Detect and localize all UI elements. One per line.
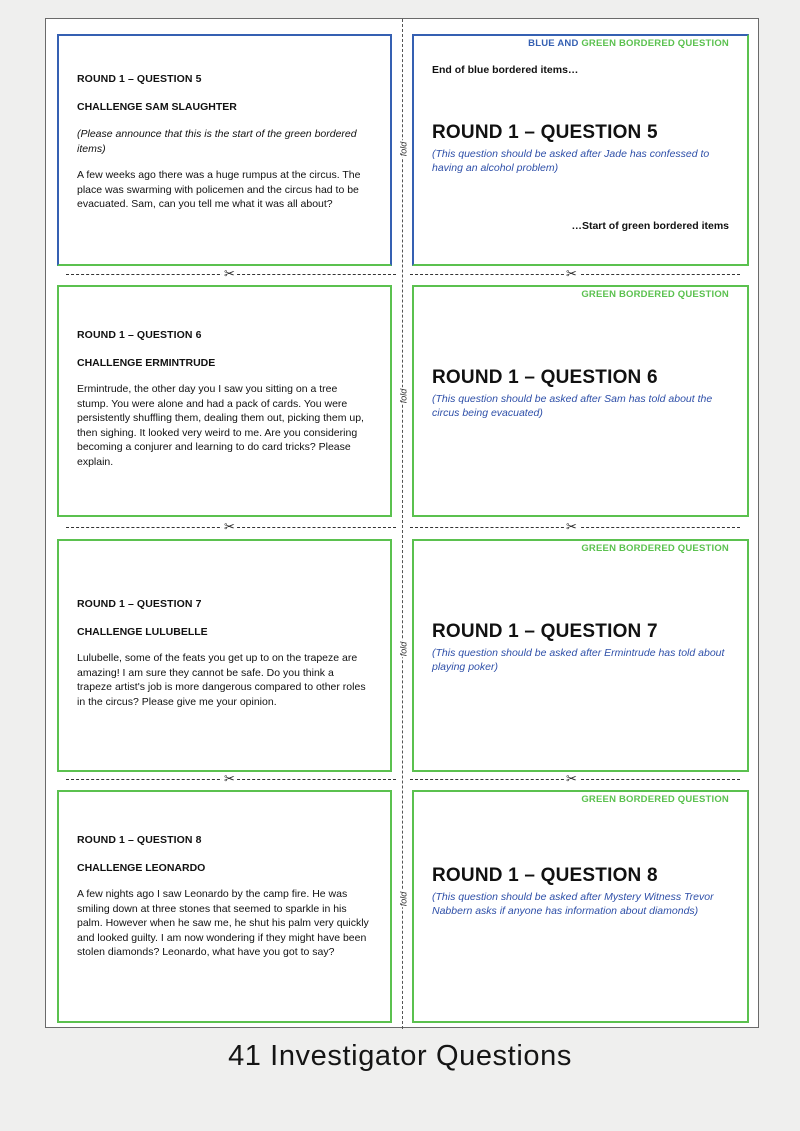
question-card-6 [57, 285, 392, 517]
scissors-icon: ✂ [566, 266, 577, 281]
question-body: Ermintrude, the other day you I saw you sitting on a tree stump. You were alone and had a pack of cards. You were persistently shuffling them, dealing them out, picking them up, then sighing. It looked very weird to me. Are you considering becoming a conjurer and learning to do card tricks? Please explain. [77, 383, 364, 468]
scissors-icon: ✂ [224, 519, 235, 534]
fold-label: fold [398, 141, 409, 157]
card-title: ROUND 1 – QUESTION 6 [432, 367, 658, 388]
question-label: ROUND 1 – QUESTION 7 [77, 598, 202, 610]
instruction-text: (This question should be asked after Mystery Witness Trevor Nabbern asks if anyone has information about diamonds) [432, 891, 714, 917]
start-green-note: …Start of green bordered items [571, 220, 729, 232]
scissors-icon: ✂ [224, 771, 235, 786]
scissors-icon: ✂ [224, 266, 235, 281]
question-card-5 [57, 34, 392, 266]
question-label: ROUND 1 – QUESTION 5 [77, 73, 202, 85]
question-sheet [45, 18, 759, 1028]
challenge-heading: CHALLENGE LULUBELLE [77, 625, 208, 638]
scissors-icon: ✂ [566, 519, 577, 534]
page-caption: 41 Investigator Questions [228, 1040, 572, 1072]
instruction-text: (This question should be asked after Ermintrude has told about playing poker) [432, 647, 725, 673]
border-tag: GREEN BORDERED QUESTION [581, 543, 729, 554]
challenge-heading: CHALLENGE ERMINTRUDE [77, 356, 216, 369]
answer-card-5 [412, 34, 749, 266]
announcement-note: (Please announce that this is the start of the green bordered items) [77, 128, 357, 155]
card-title: ROUND 1 – QUESTION 7 [432, 621, 658, 642]
end-blue-note: End of blue bordered items… [432, 64, 579, 76]
fold-label: fold [398, 641, 409, 657]
question-body: A few weeks ago there was a huge rumpus at the circus. The place was swarming with policemen and the circus had to be evacuated. Sam, can you tell me what it was all about? [77, 169, 361, 210]
question-body: Lulubelle, some of the feats you get up to on the trapeze are amazing! I am sure they cannot be safe. Do you think a trapeze artist's job is more dangerous compared to other roles in the circus? Please give me your opinion. [77, 652, 366, 708]
card-title: ROUND 1 – QUESTION 5 [432, 122, 658, 143]
challenge-heading: CHALLENGE SAM SLAUGHTER [77, 100, 237, 113]
border-tag: GREEN BORDERED QUESTION [581, 794, 729, 805]
fold-line [402, 19, 403, 1029]
card-title: ROUND 1 – QUESTION 8 [432, 865, 658, 886]
challenge-heading: CHALLENGE LEONARDO [77, 861, 206, 874]
answer-card-7 [412, 539, 749, 772]
border-tag: GREEN BORDERED QUESTION [581, 289, 729, 300]
question-body: A few nights ago I saw Leonardo by the camp fire. He was smiling down at three stones that seemed to sparkle in his palm. However when he saw me, he shut his palm very quickly and looked guilty. I am now wondering if they might have been stolen diamonds? Leonardo, what have you got to say? [77, 888, 369, 958]
question-card-8 [57, 790, 392, 1023]
question-label: ROUND 1 – QUESTION 8 [77, 834, 202, 846]
instruction-text: (This question should be asked after Sam has told about the circus being evacuated) [432, 393, 713, 419]
answer-card-8 [412, 790, 749, 1023]
border-tag: BLUE AND GREEN BORDERED QUESTION [528, 38, 729, 49]
answer-card-6 [412, 285, 749, 517]
scissors-icon: ✂ [566, 771, 577, 786]
fold-label: fold [398, 891, 409, 907]
question-card-7 [57, 539, 392, 772]
question-label: ROUND 1 – QUESTION 6 [77, 329, 202, 341]
instruction-text: (This question should be asked after Jade has confessed to having an alcohol problem) [432, 148, 710, 174]
fold-label: fold [398, 388, 409, 404]
